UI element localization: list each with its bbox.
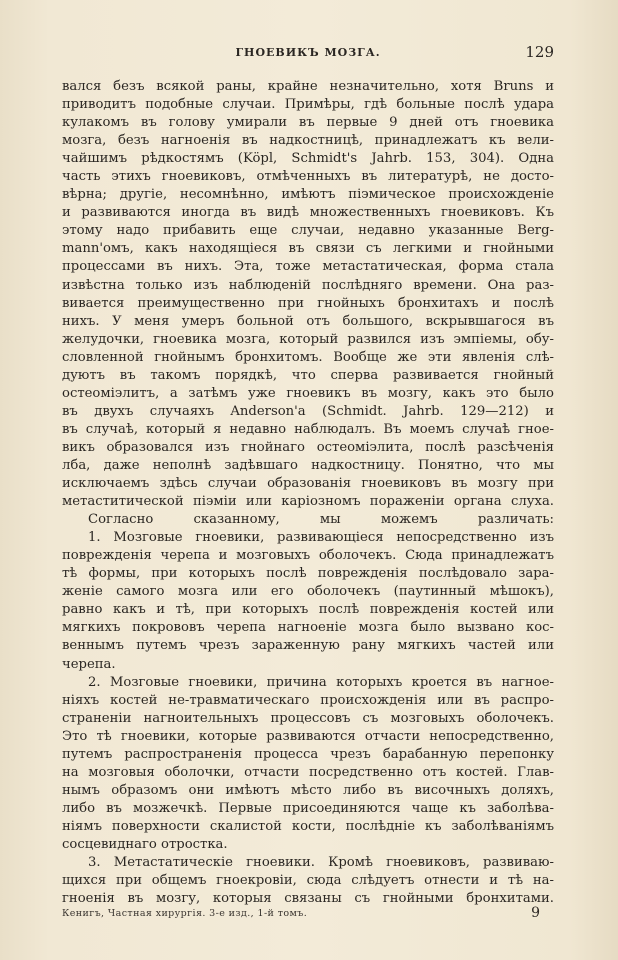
text-line: вѣрна; другіе, несомнѣнно, имѣютъ пiэмическое происхожденіе — [62, 187, 554, 203]
text-line: путемъ распространенія процесса чрезъ барабанную перепонку — [62, 746, 554, 762]
text-line: въ случаѣ, который я недавно наблюдалъ. Въ моемъ случаѣ гное- — [62, 421, 554, 437]
text-line: лба, даже неполнѣ задѣвшаго надкостницу. Понятно, что мы — [62, 457, 554, 473]
text-line: желудочки, гноевика мозга, который развился изъ эмпiемы, обу- — [62, 331, 554, 347]
text-line: на мозговыя оболочки, отчасти посредственно отъ костей. Глав- — [62, 764, 554, 780]
page-number: 129 — [525, 43, 554, 61]
text-line: веннымъ путемъ чрезъ зараженную рану мягкихъ частей или — [62, 638, 554, 654]
text-line: тѣ формы, при которыхъ послѣ поврежденія послѣдовало зара- — [62, 566, 554, 582]
text-line: метаститической пiэміи или каріозномъ пораженіи органа слуха. — [62, 494, 554, 510]
sheet-number: 9 — [531, 905, 540, 921]
text-line: женіе самого мозга или его оболочекъ (паутинный мѣшокъ), — [62, 584, 554, 600]
text-line: приводитъ подобные случаи. Примѣры, гдѣ больные послѣ удара — [62, 97, 554, 113]
text-line: черепа. — [62, 656, 116, 672]
text-line: нихъ. У меня умеръ больной отъ большого, вскрывшагося въ — [62, 313, 554, 329]
text-line: чайшимъ рѣдкостямъ (Köpl, Schmidt's Jahrb. 153, 304). Одна — [62, 151, 554, 167]
text-line: сосцевиднаго отростка. — [62, 836, 228, 852]
text-line: ніяхъ костей не-травматическаго происхожденія или въ распро- — [62, 692, 554, 708]
text-line: ніямъ поверхности скалистой кости, послѣдніе къ заболѣваніямъ — [62, 818, 554, 834]
text-line: мозга, безъ нагноенія въ надкостницѣ, принадлежатъ къ вели- — [62, 133, 554, 149]
text-line: mann'омъ, какъ находящіеся въ связи съ легкими и гнойными — [62, 241, 554, 257]
text-line: щихся при общемъ гноекровіи, сюда слѣдуетъ отнести и тѣ на- — [62, 873, 554, 889]
running-head: ГНОЕВИКЪ МОЗГА. — [235, 46, 381, 59]
text-line: 3. Метастатическіе гноевики. Кромѣ гноевиковъ, развиваю- — [88, 855, 554, 871]
text-line: поврежденія черепа и мозговыхъ оболочекъ. Сюда принадлежатъ — [62, 548, 554, 564]
text-line: либо въ мозжечкѣ. Первые присоединяются чаще къ заболѣва- — [62, 800, 554, 816]
text-line: извѣстна только изъ наблюденій послѣдняго времени. Она раз- — [62, 277, 554, 293]
text-line: Согласно сказанному, мы можемъ различать: — [88, 512, 554, 528]
text-line: остеоміэлитъ, а затѣмъ уже гноевикъ въ мозгу, какъ это было — [62, 385, 554, 401]
text-line: кулакомъ въ голову умирали въ первые 9 дней отъ гноевика — [62, 115, 554, 131]
text-line: этому надо прибавить еще случаи, недавно указанные Berg- — [62, 223, 554, 239]
text-line: викъ образовался изъ гнойнаго остеоміэлита, послѣ разсѣченія — [62, 439, 554, 455]
text-line: въ двухъ случаяхъ Anderson'a (Schmidt. Jahrb. 129—212) и — [62, 403, 554, 419]
text-line: 1. Мозговые гноевики, развивающіеся непосредственно изъ — [88, 530, 554, 546]
text-line: нымъ образомъ они имѣютъ мѣсто либо въ височныхъ доляхъ, — [62, 782, 554, 798]
page-header — [62, 40, 554, 62]
page-footer — [62, 905, 554, 925]
text-line: 2. Мозговые гноевики, причина которыхъ кроется въ нагное- — [88, 674, 554, 690]
text-line: Это тѣ гноевики, которые развиваются отчасти непосредственно, — [62, 728, 554, 744]
body-text — [62, 78, 554, 908]
text-line: процессами въ нихъ. Эта, тоже метастатическая, форма стала — [62, 259, 554, 275]
text-line: вивается преимущественно при гнойныхъ бронхитахъ и послѣ — [62, 295, 554, 311]
text-line: дуютъ въ такомъ порядкѣ, что сперва развивается гнойный — [62, 367, 554, 383]
text-line: словленной гнойнымъ бронхитомъ. Вообще же эти явленія слѣ- — [62, 349, 554, 365]
text-line: исключаемъ здѣсь случаи образованія гноевиковъ въ мозгу при — [62, 476, 554, 492]
signature-footnote: Кенигъ, Частная хирургія. 3-е изд., 1-й томъ. — [62, 908, 308, 919]
text-line: и развиваются иногда въ видѣ множественныхъ гноевиковъ. Къ — [62, 205, 554, 221]
text-line: вался безъ всякой раны, крайне незначительно, хотя Bruns и — [62, 79, 554, 94]
text-line: часть этихъ гноевиковъ, отмѣченныхъ въ литературѣ, не досто- — [62, 169, 554, 185]
text-line: мягкихъ покрововъ черепа нагноеніе мозга было вызвано кос- — [62, 620, 554, 636]
text-line: гноенія въ мозгу, которыя связаны съ гнойными бронхитами. — [62, 891, 554, 907]
text-line: равно какъ и тѣ, при которыхъ послѣ поврежденія костей или — [62, 602, 554, 618]
text-line: страненіи нагноительныхъ процессовъ съ мозговыхъ оболочекъ. — [62, 710, 554, 726]
